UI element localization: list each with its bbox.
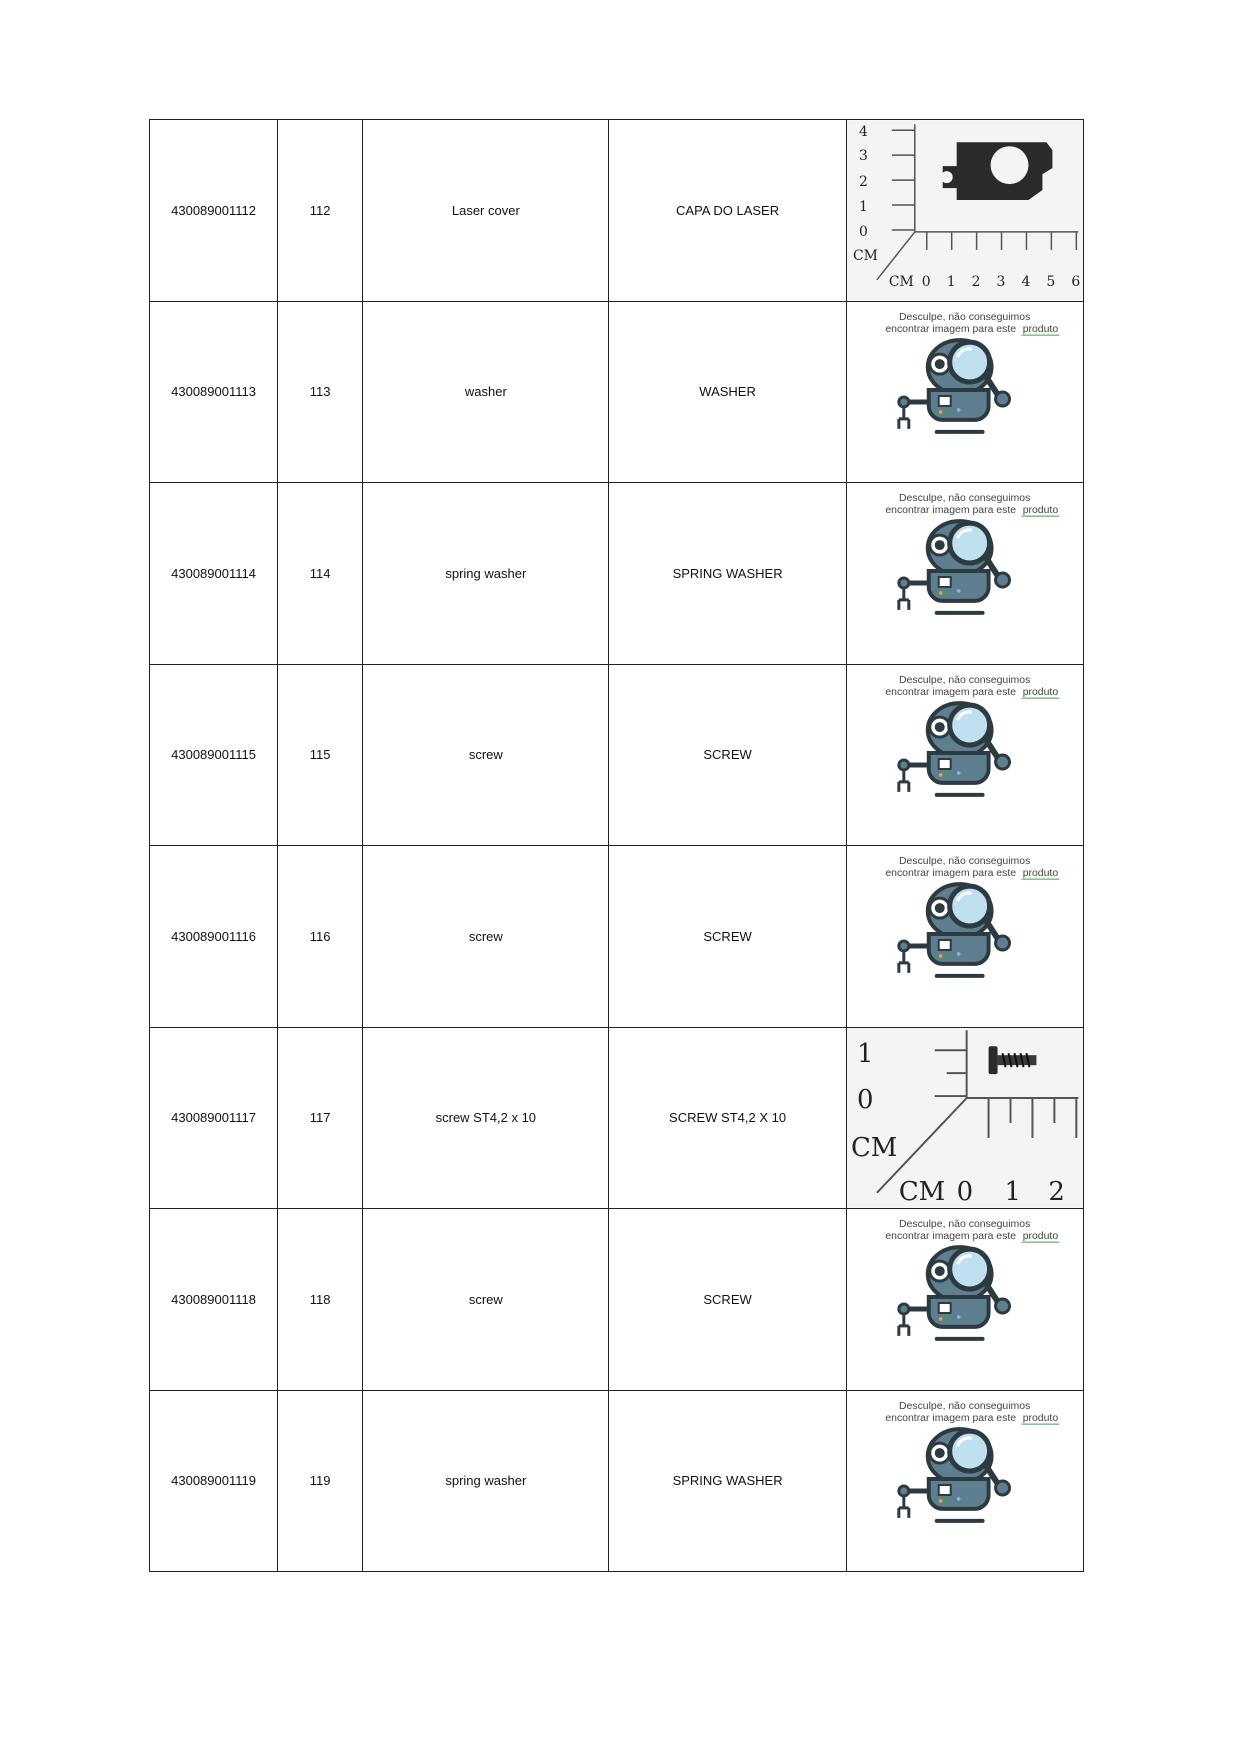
scale-tick-label: 4 <box>1021 274 1031 291</box>
name-en-cell: screw <box>363 664 609 846</box>
position-cell: 115 <box>278 664 363 846</box>
scale-tick-label: 1 <box>1004 1176 1021 1207</box>
no-image-placeholder <box>847 846 1083 1026</box>
laser-cover-photo <box>847 120 1083 300</box>
name-pt-cell: SCREW ST4,2 X 10 <box>609 1027 846 1209</box>
scale-tick-label: 4 <box>858 124 868 141</box>
scale-tick-label: 0 <box>858 224 868 241</box>
placeholder-line1: Desculpe, não conseguimos <box>898 856 1031 868</box>
part-image-cell <box>846 483 1083 665</box>
name-en-cell: washer <box>363 301 609 483</box>
no-image-placeholder <box>847 302 1083 482</box>
part-image-cell <box>846 1027 1083 1209</box>
name-pt-cell: SCREW <box>609 1209 846 1391</box>
name-en-cell: spring washer <box>363 1390 609 1572</box>
placeholder-line1: Desculpe, não conseguimos <box>898 311 1031 323</box>
placeholder-link: produto <box>1022 1231 1058 1243</box>
scale-tick-label: 3 <box>996 274 1006 291</box>
part-code-cell: 430089001113 <box>150 301 278 483</box>
scale-unit-label: CM <box>898 1176 945 1207</box>
position-cell: 117 <box>278 1027 363 1209</box>
robot-magnifier-icon <box>899 1429 1010 1521</box>
position-cell: 113 <box>278 301 363 483</box>
position-cell: 112 <box>278 120 363 302</box>
screw-photo <box>847 1028 1083 1208</box>
placeholder-line1: Desculpe, não conseguimos <box>898 674 1031 686</box>
name-en-cell: spring washer <box>363 483 609 665</box>
placeholder-line2: encontrar imagem para este <box>885 868 1016 880</box>
part-image-cell <box>846 1390 1083 1572</box>
placeholder-line1: Desculpe, não conseguimos <box>898 1219 1031 1231</box>
robot-magnifier-icon <box>899 340 1010 432</box>
placeholder-line2: encontrar imagem para este <box>885 1412 1016 1424</box>
scale-tick-label: 2 <box>1048 1176 1065 1207</box>
placeholder-line2: encontrar imagem para este <box>885 505 1016 517</box>
table-row <box>150 1390 1084 1572</box>
placeholder-line1: Desculpe, não conseguimos <box>898 493 1031 505</box>
robot-magnifier-icon <box>899 884 1010 976</box>
no-image-placeholder <box>847 1209 1083 1389</box>
scale-tick-label: 1 <box>946 274 956 291</box>
part-code-cell: 430089001117 <box>150 1027 278 1209</box>
name-pt-cell: SPRING WASHER <box>609 483 846 665</box>
name-en-cell: Laser cover <box>363 120 609 302</box>
table-row <box>150 1027 1084 1209</box>
name-pt-cell: WASHER <box>609 301 846 483</box>
part-code-cell: 430089001118 <box>150 1209 278 1391</box>
no-image-placeholder <box>847 665 1083 845</box>
part-image-cell <box>846 120 1083 302</box>
name-pt-cell: SPRING WASHER <box>609 1390 846 1572</box>
name-en-cell: screw <box>363 1209 609 1391</box>
scale-unit-label: CM <box>852 248 878 265</box>
parts-table-body <box>150 120 1084 1572</box>
part-image-cell <box>846 1209 1083 1391</box>
name-en-cell: screw ST4,2 x 10 <box>363 1027 609 1209</box>
scale-tick-label: 1 <box>856 1038 874 1069</box>
position-cell: 118 <box>278 1209 363 1391</box>
table-row <box>150 120 1084 302</box>
part-code-cell: 430089001114 <box>150 483 278 665</box>
placeholder-link: produto <box>1022 505 1058 517</box>
table-row <box>150 483 1084 665</box>
scale-unit-label: CM <box>888 274 914 291</box>
part-image-cell <box>846 301 1083 483</box>
placeholder-link: produto <box>1022 868 1058 880</box>
scale-tick-label: 0 <box>856 1084 874 1115</box>
parts-table <box>149 119 1084 1572</box>
no-image-placeholder <box>847 483 1083 663</box>
placeholder-link: produto <box>1022 686 1058 698</box>
part-code-cell: 430089001119 <box>150 1390 278 1572</box>
part-image-cell <box>846 846 1083 1028</box>
scale-unit-label: CM <box>850 1132 898 1163</box>
placeholder-link: produto <box>1022 1412 1058 1424</box>
name-pt-cell: SCREW <box>609 664 846 846</box>
placeholder-line1: Desculpe, não conseguimos <box>898 1400 1031 1412</box>
no-image-placeholder <box>847 1391 1083 1571</box>
scale-tick-label: 6 <box>1071 274 1080 291</box>
scale-tick-label: 0 <box>956 1176 973 1207</box>
table-row <box>150 846 1084 1028</box>
scale-tick-label: 3 <box>858 148 868 165</box>
table-row <box>150 301 1084 483</box>
robot-magnifier-icon <box>899 521 1010 613</box>
table-row <box>150 1209 1084 1391</box>
name-pt-cell: CAPA DO LASER <box>609 120 846 302</box>
position-cell: 114 <box>278 483 363 665</box>
part-code-cell: 430089001116 <box>150 846 278 1028</box>
scale-tick-label: 5 <box>1046 274 1055 291</box>
position-cell: 119 <box>278 1390 363 1572</box>
robot-magnifier-icon <box>899 703 1010 795</box>
placeholder-link: produto <box>1022 323 1058 335</box>
part-code-cell: 430089001112 <box>150 120 278 302</box>
scale-tick-label: 2 <box>971 274 981 291</box>
name-en-cell: screw <box>363 846 609 1028</box>
placeholder-line2: encontrar imagem para este <box>885 686 1016 698</box>
position-cell: 116 <box>278 846 363 1028</box>
scale-tick-label: 0 <box>921 274 931 291</box>
scale-tick-label: 1 <box>858 199 868 216</box>
placeholder-line2: encontrar imagem para este <box>885 1231 1016 1243</box>
laser-cover-part <box>940 142 1052 200</box>
scale-tick-label: 2 <box>858 174 868 191</box>
name-pt-cell: SCREW <box>609 846 846 1028</box>
table-row <box>150 664 1084 846</box>
part-code-cell: 430089001115 <box>150 664 278 846</box>
placeholder-line2: encontrar imagem para este <box>885 323 1016 335</box>
robot-magnifier-icon <box>899 1247 1010 1339</box>
part-image-cell <box>846 664 1083 846</box>
